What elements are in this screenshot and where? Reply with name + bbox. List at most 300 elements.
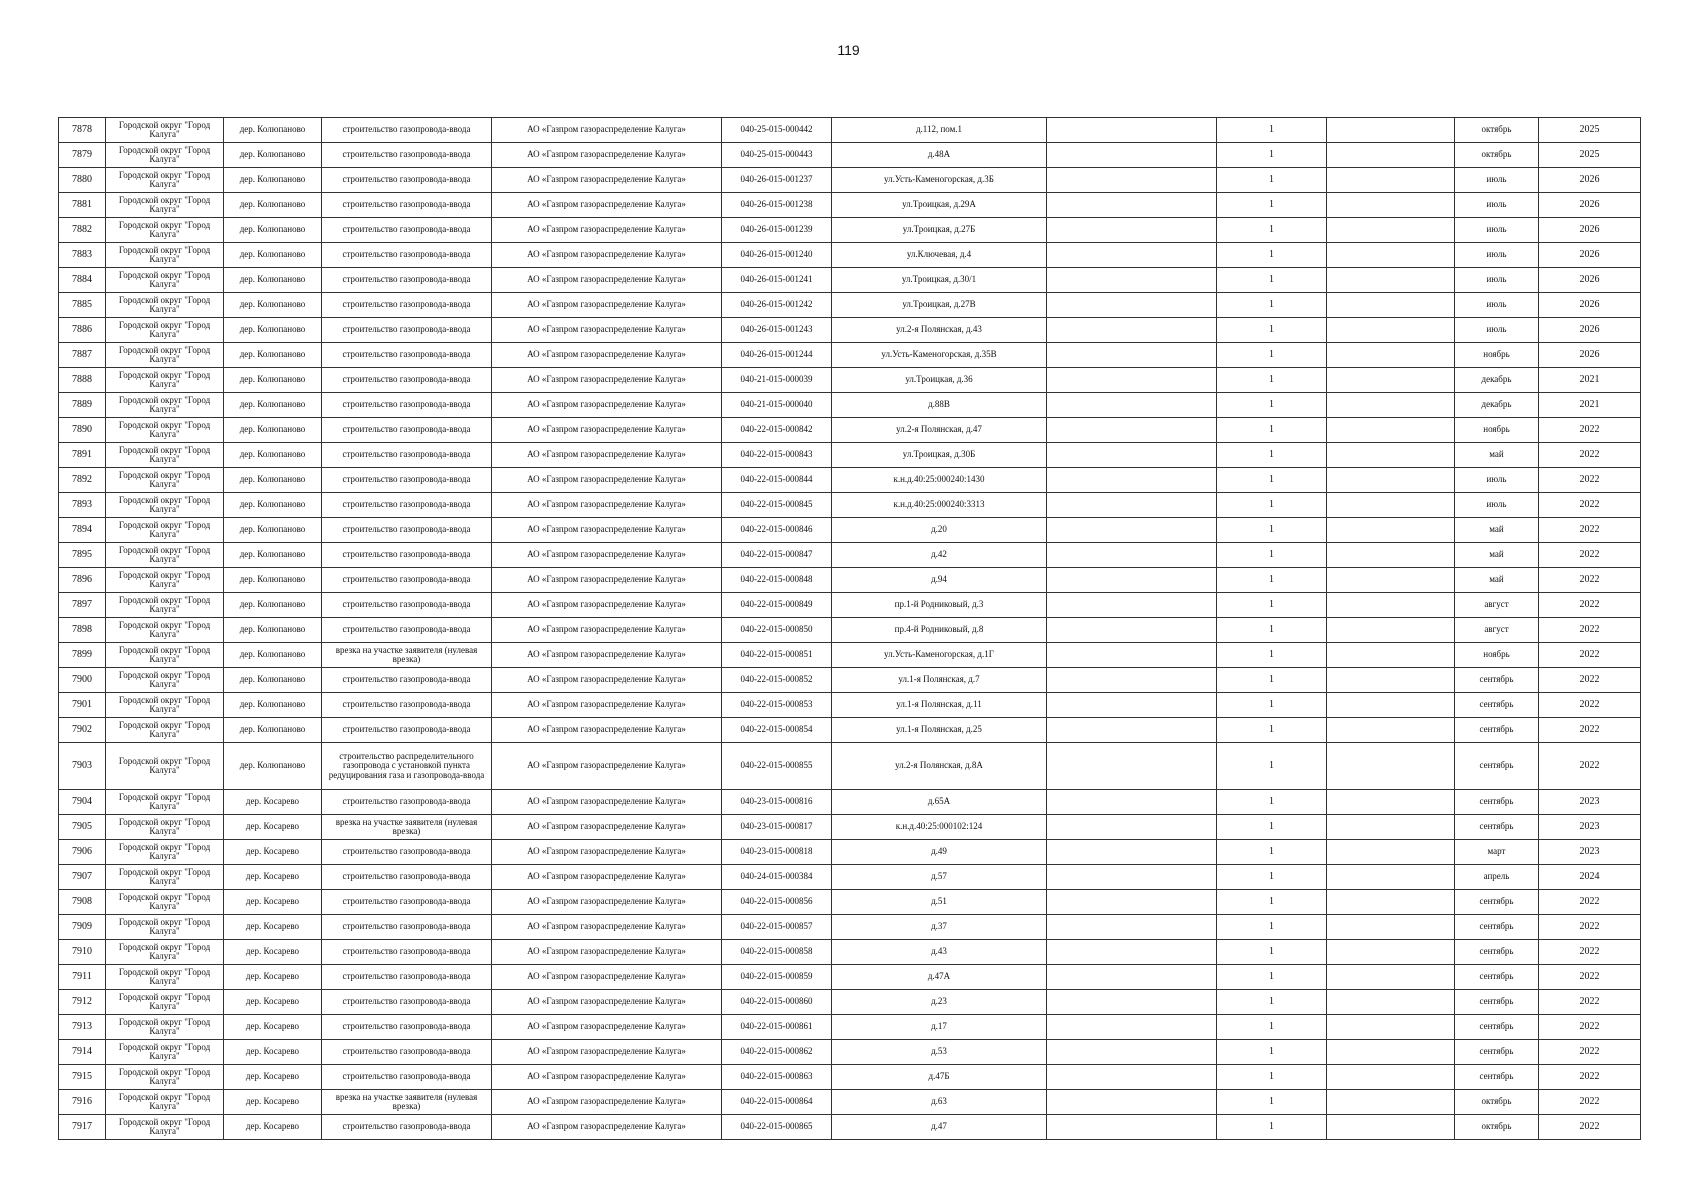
empty-cell (1327, 343, 1455, 368)
organization-cell: АО «Газпром газораспределение Калуга» (492, 1040, 722, 1065)
year-cell: 2026 (1539, 268, 1641, 293)
work-type-cell: строительство газопровода-ввода (322, 965, 492, 990)
row-number: 7898 (59, 618, 106, 643)
address-cell: д.23 (832, 990, 1047, 1015)
municipality-cell: Городской округ "Город Калуга" (106, 243, 224, 268)
address-cell: д.17 (832, 1015, 1047, 1040)
work-type-cell: строительство газопровода-ввода (322, 568, 492, 593)
table-row (59, 718, 1641, 743)
table-row (59, 840, 1641, 865)
empty-cell (1047, 118, 1217, 143)
count-cell: 1 (1217, 1065, 1327, 1090)
month-cell: сентябрь (1455, 693, 1539, 718)
empty-cell (1327, 668, 1455, 693)
table-row (59, 268, 1641, 293)
registry-number-cell: 040-22-015-000859 (722, 965, 832, 990)
organization-cell: АО «Газпром газораспределение Калуга» (492, 790, 722, 815)
table-row (59, 693, 1641, 718)
address-cell: ул.Троицкая, д.27В (832, 293, 1047, 318)
empty-cell (1327, 743, 1455, 790)
row-number: 7916 (59, 1090, 106, 1115)
registry-number-cell: 040-24-015-000384 (722, 865, 832, 890)
work-type-cell: строительство газопровода-ввода (322, 293, 492, 318)
empty-cell (1047, 693, 1217, 718)
empty-cell (1327, 368, 1455, 393)
row-number: 7891 (59, 443, 106, 468)
empty-cell (1327, 1040, 1455, 1065)
address-cell: д.20 (832, 518, 1047, 543)
settlement-cell: дер. Колюпаново (224, 168, 322, 193)
registry-number-cell: 040-22-015-000854 (722, 718, 832, 743)
settlement-cell: дер. Косарево (224, 890, 322, 915)
count-cell: 1 (1217, 268, 1327, 293)
settlement-cell: дер. Косарево (224, 1090, 322, 1115)
month-cell: июль (1455, 218, 1539, 243)
year-cell: 2022 (1539, 668, 1641, 693)
empty-cell (1047, 318, 1217, 343)
table-row (59, 915, 1641, 940)
table-row (59, 443, 1641, 468)
table-row (59, 865, 1641, 890)
organization-cell: АО «Газпром газораспределение Калуга» (492, 1090, 722, 1115)
organization-cell: АО «Газпром газораспределение Калуга» (492, 1115, 722, 1140)
empty-cell (1047, 940, 1217, 965)
registry-number-cell: 040-26-015-001242 (722, 293, 832, 318)
month-cell: сентябрь (1455, 940, 1539, 965)
municipality-cell: Городской округ "Город Калуга" (106, 1115, 224, 1140)
table-row (59, 618, 1641, 643)
work-type-cell: строительство газопровода-ввода (322, 443, 492, 468)
table-row (59, 243, 1641, 268)
municipality-cell: Городской округ "Город Калуга" (106, 840, 224, 865)
municipality-cell: Городской округ "Город Калуга" (106, 643, 224, 668)
empty-cell (1327, 393, 1455, 418)
year-cell: 2022 (1539, 890, 1641, 915)
organization-cell: АО «Газпром газораспределение Калуга» (492, 718, 722, 743)
month-cell: сентябрь (1455, 1040, 1539, 1065)
empty-cell (1327, 915, 1455, 940)
count-cell: 1 (1217, 118, 1327, 143)
empty-cell (1327, 193, 1455, 218)
row-number: 7892 (59, 468, 106, 493)
row-number: 7890 (59, 418, 106, 443)
address-cell: к.н.д.40:25:000240:3313 (832, 493, 1047, 518)
empty-cell (1047, 193, 1217, 218)
year-cell: 2022 (1539, 593, 1641, 618)
year-cell: 2022 (1539, 1065, 1641, 1090)
table-row (59, 1040, 1641, 1065)
month-cell: март (1455, 840, 1539, 865)
count-cell: 1 (1217, 493, 1327, 518)
organization-cell: АО «Газпром газораспределение Калуга» (492, 368, 722, 393)
count-cell: 1 (1217, 243, 1327, 268)
organization-cell: АО «Газпром газораспределение Калуга» (492, 118, 722, 143)
count-cell: 1 (1217, 693, 1327, 718)
registry-number-cell: 040-22-015-000843 (722, 443, 832, 468)
work-type-cell: врезка на участке заявителя (нулевая врезка) (322, 643, 492, 668)
row-number: 7903 (59, 743, 106, 790)
table-row (59, 593, 1641, 618)
work-type-cell: строительство газопровода-ввода (322, 418, 492, 443)
organization-cell: АО «Газпром газораспределение Калуга» (492, 668, 722, 693)
month-cell: май (1455, 518, 1539, 543)
month-cell: июль (1455, 243, 1539, 268)
organization-cell: АО «Газпром газораспределение Калуга» (492, 643, 722, 668)
empty-cell (1047, 593, 1217, 618)
row-number: 7911 (59, 965, 106, 990)
row-number: 7881 (59, 193, 106, 218)
count-cell: 1 (1217, 743, 1327, 790)
registry-number-cell: 040-26-015-001241 (722, 268, 832, 293)
year-cell: 2022 (1539, 718, 1641, 743)
registry-number-cell: 040-22-015-000844 (722, 468, 832, 493)
work-type-cell: строительство газопровода-ввода (322, 218, 492, 243)
work-type-cell: строительство газопровода-ввода (322, 543, 492, 568)
registry-number-cell: 040-26-015-001239 (722, 218, 832, 243)
month-cell: июль (1455, 468, 1539, 493)
table-row (59, 493, 1641, 518)
empty-cell (1047, 790, 1217, 815)
row-number: 7900 (59, 668, 106, 693)
month-cell: сентябрь (1455, 668, 1539, 693)
month-cell: май (1455, 543, 1539, 568)
table-row (59, 193, 1641, 218)
empty-cell (1047, 1090, 1217, 1115)
empty-cell (1047, 368, 1217, 393)
work-type-cell: строительство газопровода-ввода (322, 268, 492, 293)
settlement-cell: дер. Колюпаново (224, 368, 322, 393)
organization-cell: АО «Газпром газораспределение Калуга» (492, 865, 722, 890)
table-row (59, 940, 1641, 965)
municipality-cell: Городской округ "Город Калуга" (106, 990, 224, 1015)
year-cell: 2022 (1539, 990, 1641, 1015)
row-number: 7894 (59, 518, 106, 543)
address-cell: д.94 (832, 568, 1047, 593)
table-row (59, 318, 1641, 343)
month-cell: сентябрь (1455, 1015, 1539, 1040)
settlement-cell: дер. Косарево (224, 1065, 322, 1090)
month-cell: май (1455, 443, 1539, 468)
work-type-cell: строительство газопровода-ввода (322, 393, 492, 418)
year-cell: 2022 (1539, 568, 1641, 593)
empty-cell (1047, 1040, 1217, 1065)
registry-number-cell: 040-23-015-000817 (722, 815, 832, 840)
empty-cell (1327, 1115, 1455, 1140)
organization-cell: АО «Газпром газораспределение Калуга» (492, 318, 722, 343)
empty-cell (1047, 393, 1217, 418)
empty-cell (1327, 418, 1455, 443)
work-type-cell: строительство газопровода-ввода (322, 143, 492, 168)
table-row (59, 1090, 1641, 1115)
count-cell: 1 (1217, 890, 1327, 915)
row-number: 7895 (59, 543, 106, 568)
empty-cell (1047, 668, 1217, 693)
empty-cell (1047, 168, 1217, 193)
work-type-cell: строительство газопровода-ввода (322, 1015, 492, 1040)
municipality-cell: Городской округ "Город Калуга" (106, 443, 224, 468)
month-cell: сентябрь (1455, 718, 1539, 743)
count-cell: 1 (1217, 990, 1327, 1015)
empty-cell (1327, 593, 1455, 618)
month-cell: ноябрь (1455, 343, 1539, 368)
table-row (59, 890, 1641, 915)
table-row (59, 643, 1641, 668)
municipality-cell: Городской округ "Город Калуга" (106, 518, 224, 543)
table-row (59, 1115, 1641, 1140)
work-type-cell: строительство газопровода-ввода (322, 318, 492, 343)
organization-cell: АО «Газпром газораспределение Калуга» (492, 990, 722, 1015)
count-cell: 1 (1217, 368, 1327, 393)
table-row (59, 668, 1641, 693)
empty-cell (1047, 1065, 1217, 1090)
table-row (59, 815, 1641, 840)
table-row (59, 1015, 1641, 1040)
year-cell: 2023 (1539, 790, 1641, 815)
settlement-cell: дер. Колюпаново (224, 193, 322, 218)
settlement-cell: дер. Косарево (224, 990, 322, 1015)
row-number: 7887 (59, 343, 106, 368)
empty-cell (1327, 1090, 1455, 1115)
organization-cell: АО «Газпром газораспределение Калуга» (492, 618, 722, 643)
organization-cell: АО «Газпром газораспределение Калуга» (492, 393, 722, 418)
year-cell: 2026 (1539, 293, 1641, 318)
municipality-cell: Городской округ "Город Калуга" (106, 940, 224, 965)
empty-cell (1327, 965, 1455, 990)
empty-cell (1327, 518, 1455, 543)
empty-cell (1047, 243, 1217, 268)
address-cell: ул.Троицкая, д.30Б (832, 443, 1047, 468)
municipality-cell: Городской округ "Город Калуга" (106, 593, 224, 618)
page-number: 119 (837, 42, 860, 58)
row-number: 7902 (59, 718, 106, 743)
count-cell: 1 (1217, 790, 1327, 815)
address-cell: д.42 (832, 543, 1047, 568)
year-cell: 2025 (1539, 143, 1641, 168)
count-cell: 1 (1217, 443, 1327, 468)
empty-cell (1327, 618, 1455, 643)
row-number: 7882 (59, 218, 106, 243)
month-cell: июль (1455, 293, 1539, 318)
settlement-cell: дер. Колюпаново (224, 243, 322, 268)
work-type-cell: строительство газопровода-ввода (322, 693, 492, 718)
registry-number-cell: 040-22-015-000856 (722, 890, 832, 915)
count-cell: 1 (1217, 168, 1327, 193)
empty-cell (1047, 293, 1217, 318)
municipality-cell: Городской округ "Город Калуга" (106, 118, 224, 143)
year-cell: 2022 (1539, 618, 1641, 643)
municipality-cell: Городской округ "Город Калуга" (106, 1090, 224, 1115)
settlement-cell: дер. Колюпаново (224, 618, 322, 643)
settlement-cell: дер. Косарево (224, 1015, 322, 1040)
address-cell: ул.Троицкая, д.29А (832, 193, 1047, 218)
count-cell: 1 (1217, 643, 1327, 668)
year-cell: 2026 (1539, 343, 1641, 368)
empty-cell (1047, 143, 1217, 168)
organization-cell: АО «Газпром газораспределение Калуга» (492, 493, 722, 518)
month-cell: октябрь (1455, 1090, 1539, 1115)
work-type-cell: строительство газопровода-ввода (322, 668, 492, 693)
empty-cell (1047, 840, 1217, 865)
work-type-cell: строительство газопровода-ввода (322, 193, 492, 218)
work-type-cell: строительство газопровода-ввода (322, 243, 492, 268)
empty-cell (1327, 1065, 1455, 1090)
registry-number-cell: 040-22-015-000864 (722, 1090, 832, 1115)
month-cell: декабрь (1455, 393, 1539, 418)
address-cell: д.88В (832, 393, 1047, 418)
address-cell: ул.Троицкая, д.27Б (832, 218, 1047, 243)
registry-number-cell: 040-22-015-000850 (722, 618, 832, 643)
registry-number-cell: 040-22-015-000849 (722, 593, 832, 618)
table-row (59, 368, 1641, 393)
year-cell: 2021 (1539, 393, 1641, 418)
organization-cell: АО «Газпром газораспределение Калуга» (492, 343, 722, 368)
count-cell: 1 (1217, 1090, 1327, 1115)
registry-number-cell: 040-21-015-000039 (722, 368, 832, 393)
table-row (59, 343, 1641, 368)
address-cell: ул.2-я Полянская, д.8А (832, 743, 1047, 790)
municipality-cell: Городской округ "Город Калуга" (106, 143, 224, 168)
registry-number-cell: 040-25-015-000442 (722, 118, 832, 143)
year-cell: 2026 (1539, 218, 1641, 243)
municipality-cell: Городской округ "Город Калуга" (106, 790, 224, 815)
registry-number-cell: 040-22-015-000855 (722, 743, 832, 790)
address-cell: д.53 (832, 1040, 1047, 1065)
settlement-cell: дер. Колюпаново (224, 268, 322, 293)
municipality-cell: Городской округ "Город Калуга" (106, 1015, 224, 1040)
row-number: 7905 (59, 815, 106, 840)
organization-cell: АО «Газпром газораспределение Калуга» (492, 743, 722, 790)
settlement-cell: дер. Колюпаново (224, 593, 322, 618)
empty-cell (1047, 343, 1217, 368)
registry-number-cell: 040-22-015-000860 (722, 990, 832, 1015)
count-cell: 1 (1217, 593, 1327, 618)
work-type-cell: строительство газопровода-ввода (322, 1065, 492, 1090)
year-cell: 2023 (1539, 815, 1641, 840)
registry-number-cell: 040-22-015-000842 (722, 418, 832, 443)
empty-cell (1327, 940, 1455, 965)
organization-cell: АО «Газпром газораспределение Калуга» (492, 815, 722, 840)
row-number: 7893 (59, 493, 106, 518)
empty-cell (1047, 1115, 1217, 1140)
year-cell: 2022 (1539, 518, 1641, 543)
settlement-cell: дер. Колюпаново (224, 293, 322, 318)
municipality-cell: Городской округ "Город Калуга" (106, 493, 224, 518)
work-type-cell: строительство газопровода-ввода (322, 468, 492, 493)
settlement-cell: дер. Колюпаново (224, 468, 322, 493)
organization-cell: АО «Газпром газораспределение Калуга» (492, 143, 722, 168)
registry-number-cell: 040-22-015-000848 (722, 568, 832, 593)
municipality-cell: Городской округ "Город Калуга" (106, 618, 224, 643)
municipality-cell: Городской округ "Город Калуга" (106, 890, 224, 915)
work-type-cell: строительство газопровода-ввода (322, 940, 492, 965)
registry-number-cell: 040-26-015-001243 (722, 318, 832, 343)
row-number: 7906 (59, 840, 106, 865)
empty-cell (1047, 218, 1217, 243)
count-cell: 1 (1217, 568, 1327, 593)
count-cell: 1 (1217, 293, 1327, 318)
table-row (59, 965, 1641, 990)
year-cell: 2023 (1539, 840, 1641, 865)
year-cell: 2022 (1539, 693, 1641, 718)
table-row (59, 168, 1641, 193)
work-type-cell: строительство газопровода-ввода (322, 1040, 492, 1065)
month-cell: сентябрь (1455, 815, 1539, 840)
municipality-cell: Городской округ "Город Калуга" (106, 815, 224, 840)
year-cell: 2022 (1539, 940, 1641, 965)
settlement-cell: дер. Колюпаново (224, 668, 322, 693)
month-cell: май (1455, 568, 1539, 593)
settlement-cell: дер. Колюпаново (224, 218, 322, 243)
empty-cell (1327, 1015, 1455, 1040)
row-number: 7913 (59, 1015, 106, 1040)
registry-number-cell: 040-23-015-000818 (722, 840, 832, 865)
empty-cell (1327, 840, 1455, 865)
address-cell: д.51 (832, 890, 1047, 915)
municipality-cell: Городской округ "Город Калуга" (106, 865, 224, 890)
organization-cell: АО «Газпром газораспределение Калуга» (492, 965, 722, 990)
settlement-cell: дер. Косарево (224, 1115, 322, 1140)
year-cell: 2025 (1539, 118, 1641, 143)
empty-cell (1327, 693, 1455, 718)
settlement-cell: дер. Колюпаново (224, 518, 322, 543)
work-type-cell: строительство газопровода-ввода (322, 168, 492, 193)
registry-number-cell: 040-26-015-001237 (722, 168, 832, 193)
address-cell: ул.1-я Полянская, д.7 (832, 668, 1047, 693)
row-number: 7889 (59, 393, 106, 418)
registry-number-cell: 040-22-015-000865 (722, 1115, 832, 1140)
month-cell: август (1455, 618, 1539, 643)
count-cell: 1 (1217, 1115, 1327, 1140)
empty-cell (1327, 468, 1455, 493)
row-number: 7907 (59, 865, 106, 890)
row-number: 7886 (59, 318, 106, 343)
count-cell: 1 (1217, 915, 1327, 940)
row-number: 7904 (59, 790, 106, 815)
settlement-cell: дер. Колюпаново (224, 318, 322, 343)
month-cell: сентябрь (1455, 1065, 1539, 1090)
month-cell: ноябрь (1455, 418, 1539, 443)
empty-cell (1327, 168, 1455, 193)
organization-cell: АО «Газпром газораспределение Калуга» (492, 693, 722, 718)
empty-cell (1327, 790, 1455, 815)
empty-cell (1327, 243, 1455, 268)
table-row (59, 393, 1641, 418)
table-row (59, 293, 1641, 318)
month-cell: сентябрь (1455, 743, 1539, 790)
address-cell: д.48А (832, 143, 1047, 168)
address-cell: ул.1-я Полянская, д.25 (832, 718, 1047, 743)
year-cell: 2026 (1539, 243, 1641, 268)
address-cell: к.н.д.40:25:000102:124 (832, 815, 1047, 840)
settlement-cell: дер. Косарево (224, 840, 322, 865)
count-cell: 1 (1217, 543, 1327, 568)
organization-cell: АО «Газпром газораспределение Калуга» (492, 568, 722, 593)
municipality-cell: Городской округ "Город Калуга" (106, 1065, 224, 1090)
empty-cell (1047, 418, 1217, 443)
year-cell: 2022 (1539, 743, 1641, 790)
empty-cell (1047, 743, 1217, 790)
row-number: 7917 (59, 1115, 106, 1140)
work-type-cell: строительство газопровода-ввода (322, 790, 492, 815)
work-type-cell: строительство газопровода-ввода (322, 865, 492, 890)
count-cell: 1 (1217, 668, 1327, 693)
count-cell: 1 (1217, 318, 1327, 343)
table-row (59, 1065, 1641, 1090)
settlement-cell: дер. Колюпаново (224, 393, 322, 418)
work-type-cell: врезка на участке заявителя (нулевая врезка) (322, 815, 492, 840)
municipality-cell: Городской округ "Город Калуга" (106, 543, 224, 568)
registry-number-cell: 040-22-015-000862 (722, 1040, 832, 1065)
